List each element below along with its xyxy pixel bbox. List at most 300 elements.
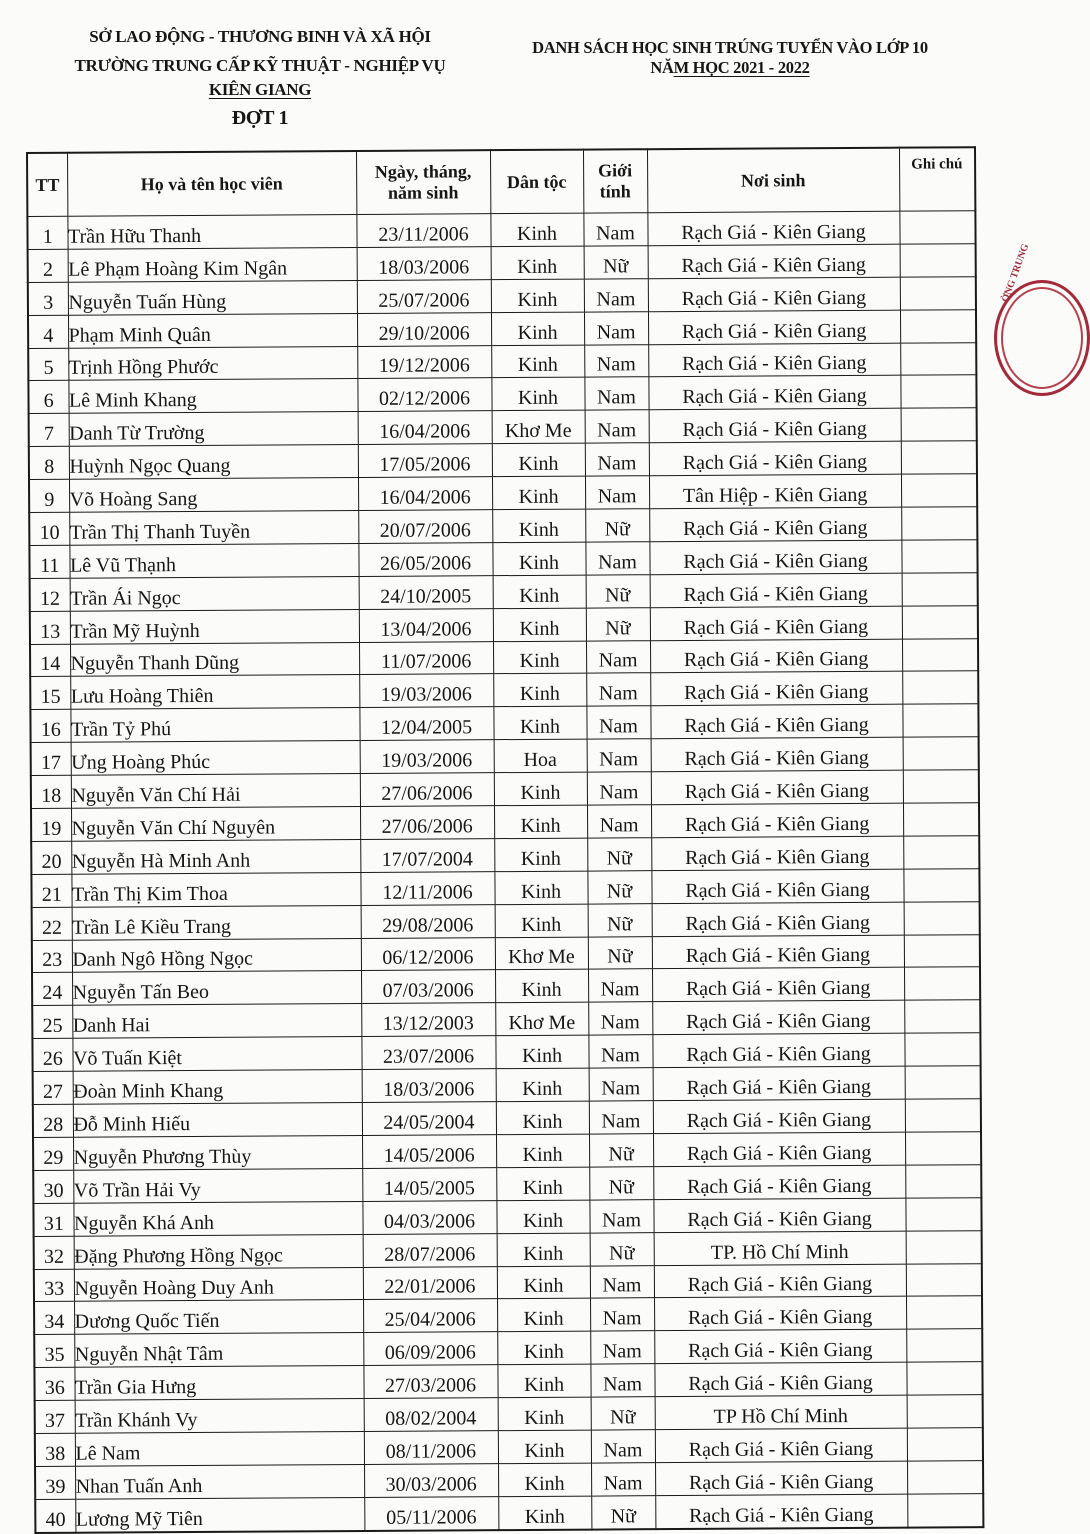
cell-tt: 35 — [34, 1335, 74, 1368]
cell-note — [906, 1230, 982, 1263]
cell-birthplace: Rạch Giá - Kiên Giang — [650, 672, 902, 706]
cell-tt: 29 — [33, 1137, 73, 1170]
cell-birthplace: Rạch Giá - Kiên Giang — [651, 803, 903, 837]
cell-tt: 8 — [29, 446, 69, 479]
cell-gender: Nữ — [586, 574, 650, 607]
ministry-name: SỞ LAO ĐỘNG - THƯƠNG BINH VÀ XÃ HỘI — [89, 27, 431, 46]
cell-dob: 27/06/2006 — [360, 773, 494, 807]
cell-name: Nguyễn Thanh Dũng — [70, 642, 359, 677]
cell-ethnicity: Khơ Me — [495, 1002, 588, 1035]
cell-dob: 18/03/2006 — [362, 1069, 496, 1103]
cell-dob: 11/07/2006 — [359, 641, 493, 675]
cell-gender: Nữ — [589, 1134, 653, 1167]
cell-note — [905, 1165, 981, 1198]
cell-tt: 13 — [30, 611, 70, 644]
cell-ethnicity: Kinh — [491, 345, 584, 378]
cell-gender: Nam — [590, 1364, 654, 1397]
cell-note — [904, 934, 980, 967]
cell-ethnicity: Kinh — [496, 1167, 589, 1200]
cell-birthplace: Rạch Giá - Kiên Giang — [655, 1494, 907, 1529]
cell-name: Trần Khánh Vy — [75, 1399, 364, 1434]
column-header-tt: TT — [27, 153, 67, 217]
cell-birthplace: Rạch Giá - Kiên Giang — [652, 1001, 904, 1035]
document-title-block — [500, 38, 960, 78]
cell-dob: 22/01/2006 — [363, 1266, 497, 1300]
cell-birthplace: Rạch Giá - Kiên Giang — [649, 441, 901, 475]
column-header-birthplace: Nơi sinh — [647, 148, 899, 213]
cell-tt: 6 — [28, 381, 68, 414]
cell-note — [901, 507, 977, 540]
cell-gender: Nữ — [585, 509, 649, 542]
cell-tt: 11 — [29, 545, 69, 578]
cell-dob: 08/11/2006 — [364, 1431, 498, 1465]
cell-dob: 12/11/2006 — [360, 871, 494, 905]
cell-name: Đoàn Minh Khang — [73, 1070, 362, 1105]
cell-dob: 25/04/2006 — [363, 1299, 497, 1333]
cell-ethnicity: Kinh — [494, 805, 587, 838]
cell-name: Lương Mỹ Tiên — [75, 1497, 364, 1532]
cell-name: Lê Phạm Hoàng Kim Ngân — [68, 247, 357, 282]
cell-note — [901, 474, 977, 507]
cell-ethnicity: Kinh — [497, 1298, 590, 1331]
cell-ethnicity: Kinh — [495, 904, 588, 937]
cell-birthplace: Rạch Giá - Kiên Giang — [653, 1099, 905, 1133]
cell-tt: 12 — [30, 578, 70, 611]
cell-tt: 4 — [28, 315, 68, 348]
cell-dob: 12/04/2005 — [359, 707, 493, 741]
cell-note — [905, 1066, 981, 1099]
cell-birthplace: Rạch Giá - Kiên Giang — [652, 968, 904, 1002]
cell-ethnicity: Kinh — [492, 509, 585, 542]
cell-gender: Nam — [586, 706, 650, 739]
cell-name: Trần Tỷ Phú — [70, 708, 359, 743]
cell-birthplace: Rạch Giá - Kiên Giang — [650, 606, 902, 640]
cell-dob: 30/03/2006 — [364, 1463, 498, 1497]
cell-dob: 24/05/2004 — [362, 1102, 496, 1136]
cell-tt: 31 — [33, 1203, 73, 1236]
cell-birthplace: Rạch Giá - Kiên Giang — [654, 1264, 906, 1298]
round-label: ĐỢT 1 — [231, 107, 289, 129]
cell-gender: Nam — [584, 377, 648, 410]
cell-note — [903, 869, 979, 902]
cell-birthplace: Rạch Giá - Kiên Giang — [650, 639, 902, 673]
cell-birthplace: Rạch Giá - Kiên Giang — [650, 705, 902, 739]
cell-name: Đỗ Minh Hiếu — [73, 1103, 362, 1138]
cell-note — [899, 211, 975, 244]
cell-ethnicity: Kinh — [492, 443, 585, 476]
cell-note — [904, 1033, 980, 1066]
column-header-note: Ghi chú — [899, 147, 975, 211]
cell-ethnicity: Kinh — [495, 1035, 588, 1068]
cell-note — [900, 276, 976, 309]
cell-tt: 34 — [34, 1302, 74, 1335]
cell-name: Trần Thị Thanh Tuyền — [69, 510, 358, 545]
cell-dob: 26/05/2006 — [358, 543, 492, 577]
cell-name: Nguyễn Hoàng Duy Anh — [74, 1267, 363, 1302]
cell-birthplace: Rạch Giá - Kiên Giang — [648, 244, 900, 278]
cell-birthplace: Rạch Giá - Kiên Giang — [648, 277, 900, 311]
cell-tt: 14 — [30, 644, 70, 677]
cell-dob: 14/05/2005 — [362, 1167, 496, 1201]
cell-ethnicity: Kinh — [497, 1331, 590, 1364]
cell-gender: Nam — [589, 1101, 653, 1134]
cell-ethnicity: Khơ Me — [492, 410, 585, 443]
cell-note — [904, 1000, 980, 1033]
cell-note — [905, 1099, 981, 1132]
cell-gender: Nữ — [587, 838, 651, 871]
cell-note — [906, 1263, 982, 1296]
cell-dob: 19/03/2006 — [360, 740, 494, 774]
cell-gender: Nam — [585, 542, 649, 575]
cell-dob: 16/04/2006 — [358, 477, 492, 511]
cell-name: Lê Nam — [75, 1431, 364, 1466]
column-header-gender-text: Giới tính — [598, 160, 633, 202]
cell-tt: 1 — [27, 216, 67, 249]
cell-name: Huỳnh Ngọc Quang — [69, 445, 358, 480]
cell-note — [906, 1362, 982, 1395]
cell-name: Trịnh Hồng Phước — [68, 346, 357, 381]
cell-gender: Nam — [587, 772, 651, 805]
cell-note — [903, 770, 979, 803]
cell-birthplace: Rạch Giá - Kiên Giang — [654, 1297, 906, 1331]
cell-name: Trần Mỹ Huỳnh — [70, 609, 359, 644]
cell-tt: 38 — [35, 1433, 75, 1466]
cell-name: Nguyễn Khá Anh — [73, 1201, 362, 1236]
cell-name: Nguyễn Phương Thùy — [73, 1135, 362, 1170]
cell-note — [905, 1197, 981, 1230]
cell-name: Trần Ái Ngọc — [70, 576, 359, 611]
cell-tt: 37 — [35, 1400, 75, 1433]
cell-dob: 19/12/2006 — [357, 345, 491, 379]
school-year-prefix: NĂ — [650, 57, 674, 77]
cell-gender: Nam — [590, 1298, 654, 1331]
cell-tt: 9 — [29, 479, 69, 512]
cell-name: Trần Thị Kim Thoa — [71, 872, 360, 907]
cell-gender: Nam — [585, 476, 649, 509]
cell-gender: Nam — [587, 805, 651, 838]
cell-dob: 27/06/2006 — [360, 806, 494, 840]
cell-name: Danh Ngô Hồng Ngọc — [72, 938, 361, 973]
cell-dob: 20/07/2006 — [358, 510, 492, 544]
cell-dob: 16/04/2006 — [358, 411, 492, 445]
cell-gender: Nam — [589, 1199, 653, 1232]
cell-ethnicity: Kinh — [494, 838, 587, 871]
cell-name: Ưng Hoàng Phúc — [71, 741, 360, 776]
cell-birthplace: Rạch Giá - Kiên Giang — [654, 1329, 906, 1363]
cell-gender: Nam — [585, 443, 649, 476]
cell-gender: Nam — [589, 1068, 653, 1101]
cell-tt: 2 — [28, 249, 68, 282]
cell-gender: Nữ — [591, 1397, 655, 1430]
cell-gender: Nam — [588, 1002, 652, 1035]
cell-note — [902, 704, 978, 737]
issuer-header — [40, 26, 480, 128]
cell-ethnicity: Kinh — [498, 1430, 591, 1463]
cell-name: Nguyễn Tấn Beo — [72, 971, 361, 1006]
cell-ethnicity: Kinh — [493, 641, 586, 674]
cell-tt: 25 — [32, 1006, 72, 1039]
cell-tt: 19 — [31, 808, 71, 841]
cell-birthplace: Rạch Giá - Kiên Giang — [649, 540, 901, 574]
cell-birthplace: Rạch Giá - Kiên Giang — [652, 1033, 904, 1067]
cell-tt: 18 — [31, 775, 71, 808]
cell-gender: Nữ — [584, 246, 648, 279]
cell-name: Lưu Hoàng Thiên — [70, 675, 359, 710]
cell-name: Dương Quốc Tiến — [74, 1300, 363, 1335]
cell-ethnicity: Kinh — [495, 970, 588, 1003]
cell-name: Trần Lê Kiều Trang — [72, 905, 361, 940]
cell-name: Danh Hai — [72, 1004, 361, 1039]
cell-ethnicity: Kinh — [494, 871, 587, 904]
admitted-students-table — [26, 146, 984, 1533]
column-header-gender — [583, 149, 647, 213]
cell-name: Danh Từ Trường — [69, 412, 358, 447]
cell-name: Trần Hữu Thanh — [67, 214, 356, 249]
cell-name: Võ Tuấn Kiệt — [72, 1037, 361, 1072]
column-header-dob — [356, 150, 490, 214]
cell-ethnicity: Kinh — [496, 1134, 589, 1167]
cell-gender: Nữ — [588, 936, 652, 969]
cell-birthplace: Rạch Giá - Kiên Giang — [649, 409, 901, 443]
cell-dob: 17/05/2006 — [358, 444, 492, 478]
cell-dob: 23/11/2006 — [356, 214, 490, 248]
cell-tt: 3 — [28, 282, 68, 315]
cell-note — [906, 1329, 982, 1362]
cell-ethnicity: Khơ Me — [495, 937, 588, 970]
cell-birthplace: TP Hồ Chí Minh — [655, 1395, 907, 1429]
cell-birthplace: Rạch Giá - Kiên Giang — [648, 376, 900, 410]
cell-dob: 14/05/2006 — [362, 1135, 496, 1169]
cell-birthplace: Rạch Giá - Kiên Giang — [651, 836, 903, 870]
cell-birthplace: Rạch Giá - Kiên Giang — [653, 1132, 905, 1166]
cell-note — [903, 803, 979, 836]
cell-birthplace: Rạch Giá - Kiên Giang — [652, 935, 904, 969]
cell-ethnicity: Kinh — [493, 674, 586, 707]
cell-name: Võ Trần Hải Vy — [73, 1168, 362, 1203]
cell-gender: Nam — [585, 410, 649, 443]
cell-ethnicity: Kinh — [490, 213, 583, 246]
cell-tt: 22 — [32, 907, 72, 940]
cell-tt: 16 — [30, 710, 70, 743]
cell-dob: 29/10/2006 — [357, 312, 491, 346]
cell-name: Lê Vũ Thạnh — [69, 543, 358, 578]
cell-name: Nguyễn Nhật Tâm — [74, 1333, 363, 1368]
cell-dob: 08/02/2004 — [364, 1398, 498, 1432]
cell-ethnicity: Kinh — [491, 378, 584, 411]
cell-note — [905, 1132, 981, 1165]
document-title: DANH SÁCH HỌC SINH TRÚNG TUYỂN VÀO LỚP 10 — [532, 38, 928, 57]
cell-dob: 07/03/2006 — [361, 970, 495, 1004]
cell-ethnicity: Kinh — [497, 1233, 590, 1266]
cell-note — [901, 540, 977, 573]
cell-ethnicity: Kinh — [493, 608, 586, 641]
cell-name: Nguyễn Văn Chí Nguyên — [71, 807, 360, 842]
cell-note — [901, 408, 977, 441]
cell-gender: Nam — [591, 1430, 655, 1463]
cell-name: Nguyễn Hà Minh Anh — [71, 839, 360, 874]
cell-ethnicity: Kinh — [491, 246, 584, 279]
cell-birthplace: Rạch Giá - Kiên Giang — [647, 211, 899, 245]
cell-tt: 21 — [31, 874, 71, 907]
table-header-row — [27, 147, 975, 216]
cell-note — [900, 244, 976, 277]
cell-gender: Nữ — [591, 1495, 655, 1529]
cell-gender: Nam — [584, 311, 648, 344]
cell-birthplace: TP. Hồ Chí Minh — [654, 1231, 906, 1265]
cell-note — [904, 901, 980, 934]
cell-gender: Nam — [586, 673, 650, 706]
cell-gender: Nữ — [588, 903, 652, 936]
cell-ethnicity: Kinh — [498, 1463, 591, 1496]
cell-gender: Nam — [591, 1463, 655, 1496]
cell-dob: 02/12/2006 — [357, 378, 491, 412]
cell-dob: 28/07/2006 — [363, 1233, 497, 1267]
cell-ethnicity: Kinh — [493, 575, 586, 608]
school-year — [500, 58, 960, 78]
column-header-dob-text: Ngày, tháng, năm sinh — [374, 161, 472, 203]
cell-tt: 20 — [31, 841, 71, 874]
cell-dob: 25/07/2006 — [357, 279, 491, 313]
cell-name: Đặng Phương Hồng Ngọc — [74, 1234, 363, 1269]
cell-note — [902, 671, 978, 704]
cell-birthplace: Rạch Giá - Kiên Giang — [650, 573, 902, 607]
cell-tt: 7 — [29, 414, 69, 447]
cell-gender: Nam — [588, 1035, 652, 1068]
cell-name: Phạm Minh Quân — [68, 313, 357, 348]
cell-birthplace: Rạch Giá - Kiên Giang — [652, 902, 904, 936]
cell-ethnicity: Kinh — [496, 1200, 589, 1233]
cell-note — [903, 737, 979, 770]
cell-note — [902, 572, 978, 605]
cell-dob: 04/03/2006 — [362, 1200, 496, 1234]
cell-ethnicity: Kinh — [496, 1101, 589, 1134]
cell-dob: 27/03/2006 — [363, 1365, 497, 1399]
cell-note — [907, 1493, 983, 1527]
cell-note — [903, 836, 979, 869]
table-row — [35, 1493, 983, 1532]
cell-note — [902, 638, 978, 671]
cell-dob: 18/03/2006 — [357, 247, 491, 281]
cell-birthplace: Rạch Giá - Kiên Giang — [655, 1461, 907, 1495]
cell-note — [907, 1461, 983, 1494]
cell-tt: 40 — [35, 1499, 75, 1533]
cell-gender: Nam — [587, 739, 651, 772]
cell-tt: 17 — [31, 742, 71, 775]
cell-tt: 36 — [34, 1367, 74, 1400]
cell-note — [907, 1428, 983, 1461]
cell-gender: Nam — [586, 640, 650, 673]
cell-note — [902, 605, 978, 638]
official-seal-text: ỜNG TRUNG — [1000, 242, 1032, 304]
cell-tt: 26 — [32, 1038, 72, 1071]
cell-ethnicity: Kinh — [491, 279, 584, 312]
cell-dob: 05/11/2006 — [364, 1496, 498, 1530]
cell-ethnicity: Kinh — [498, 1496, 591, 1530]
cell-birthplace: Rạch Giá - Kiên Giang — [653, 1198, 905, 1232]
cell-ethnicity: Kinh — [494, 772, 587, 805]
cell-name: Nguyễn Văn Chí Hải — [71, 774, 360, 809]
cell-note — [906, 1296, 982, 1329]
cell-gender: Nam — [583, 213, 647, 246]
cell-birthplace: Rạch Giá - Kiên Giang — [651, 737, 903, 771]
cell-name: Nguyễn Tuấn Hùng — [68, 280, 357, 315]
cell-tt: 27 — [33, 1071, 73, 1104]
province-name: KIÊN GIANG — [208, 80, 312, 99]
cell-ethnicity: Hoa — [494, 739, 587, 772]
cell-ethnicity: Kinh — [493, 706, 586, 739]
cell-tt: 24 — [32, 973, 72, 1006]
cell-gender: Nam — [584, 278, 648, 311]
cell-gender: Nam — [588, 969, 652, 1002]
cell-note — [900, 375, 976, 408]
cell-birthplace: Rạch Giá - Kiên Giang — [648, 343, 900, 377]
cell-ethnicity: Kinh — [492, 476, 585, 509]
cell-tt: 39 — [35, 1466, 75, 1499]
cell-birthplace: Tân Hiệp - Kiên Giang — [649, 474, 901, 508]
cell-tt: 10 — [29, 512, 69, 545]
column-header-ethnicity: Dân tộc — [490, 150, 583, 214]
cell-dob: 13/12/2003 — [361, 1003, 495, 1037]
cell-dob: 24/10/2005 — [359, 575, 493, 609]
cell-name: Trần Gia Hưng — [74, 1366, 363, 1401]
cell-birthplace: Rạch Giá - Kiên Giang — [655, 1428, 907, 1462]
cell-gender: Nam — [590, 1265, 654, 1298]
cell-birthplace: Rạch Giá - Kiên Giang — [653, 1165, 905, 1199]
cell-name: Võ Hoàng Sang — [69, 478, 358, 513]
cell-ethnicity: Kinh — [497, 1364, 590, 1397]
table-body — [27, 211, 983, 1533]
cell-birthplace: Rạch Giá - Kiên Giang — [649, 507, 901, 541]
cell-birthplace: Rạch Giá - Kiên Giang — [651, 869, 903, 903]
cell-note — [904, 967, 980, 1000]
cell-ethnicity: Kinh — [497, 1266, 590, 1299]
cell-birthplace: Rạch Giá - Kiên Giang — [654, 1362, 906, 1396]
cell-tt: 30 — [33, 1170, 73, 1203]
cell-birthplace: Rạch Giá - Kiên Giang — [651, 770, 903, 804]
cell-tt: 32 — [34, 1236, 74, 1269]
cell-dob: 17/07/2004 — [360, 839, 494, 873]
cell-dob: 29/08/2006 — [361, 904, 495, 938]
cell-ethnicity: Kinh — [496, 1068, 589, 1101]
cell-dob: 19/03/2006 — [359, 674, 493, 708]
cell-tt: 23 — [32, 940, 72, 973]
cell-ethnicity: Kinh — [491, 312, 584, 345]
cell-tt: 5 — [28, 348, 68, 381]
cell-note — [901, 441, 977, 474]
cell-gender: Nữ — [587, 871, 651, 904]
cell-gender: Nam — [590, 1331, 654, 1364]
cell-gender: Nữ — [589, 1167, 653, 1200]
cell-tt: 15 — [30, 677, 70, 710]
cell-name: Nhan Tuấn Anh — [75, 1464, 364, 1499]
cell-gender: Nữ — [590, 1232, 654, 1265]
cell-note — [900, 309, 976, 342]
cell-birthplace: Rạch Giá - Kiên Giang — [648, 310, 900, 344]
cell-note — [900, 342, 976, 375]
cell-gender: Nam — [584, 344, 648, 377]
school-year-underlined: M HỌC 2021 - 2022 — [673, 57, 810, 77]
cell-dob: 23/07/2006 — [361, 1036, 495, 1070]
cell-note — [907, 1395, 983, 1428]
cell-dob: 13/04/2006 — [359, 608, 493, 642]
cell-name: Lê Minh Khang — [68, 379, 357, 414]
cell-dob: 06/12/2006 — [361, 937, 495, 971]
cell-birthplace: Rạch Giá - Kiên Giang — [653, 1066, 905, 1100]
cell-dob: 06/09/2006 — [363, 1332, 497, 1366]
cell-tt: 28 — [33, 1104, 73, 1137]
cell-gender: Nữ — [586, 607, 650, 640]
cell-tt: 33 — [34, 1269, 74, 1302]
